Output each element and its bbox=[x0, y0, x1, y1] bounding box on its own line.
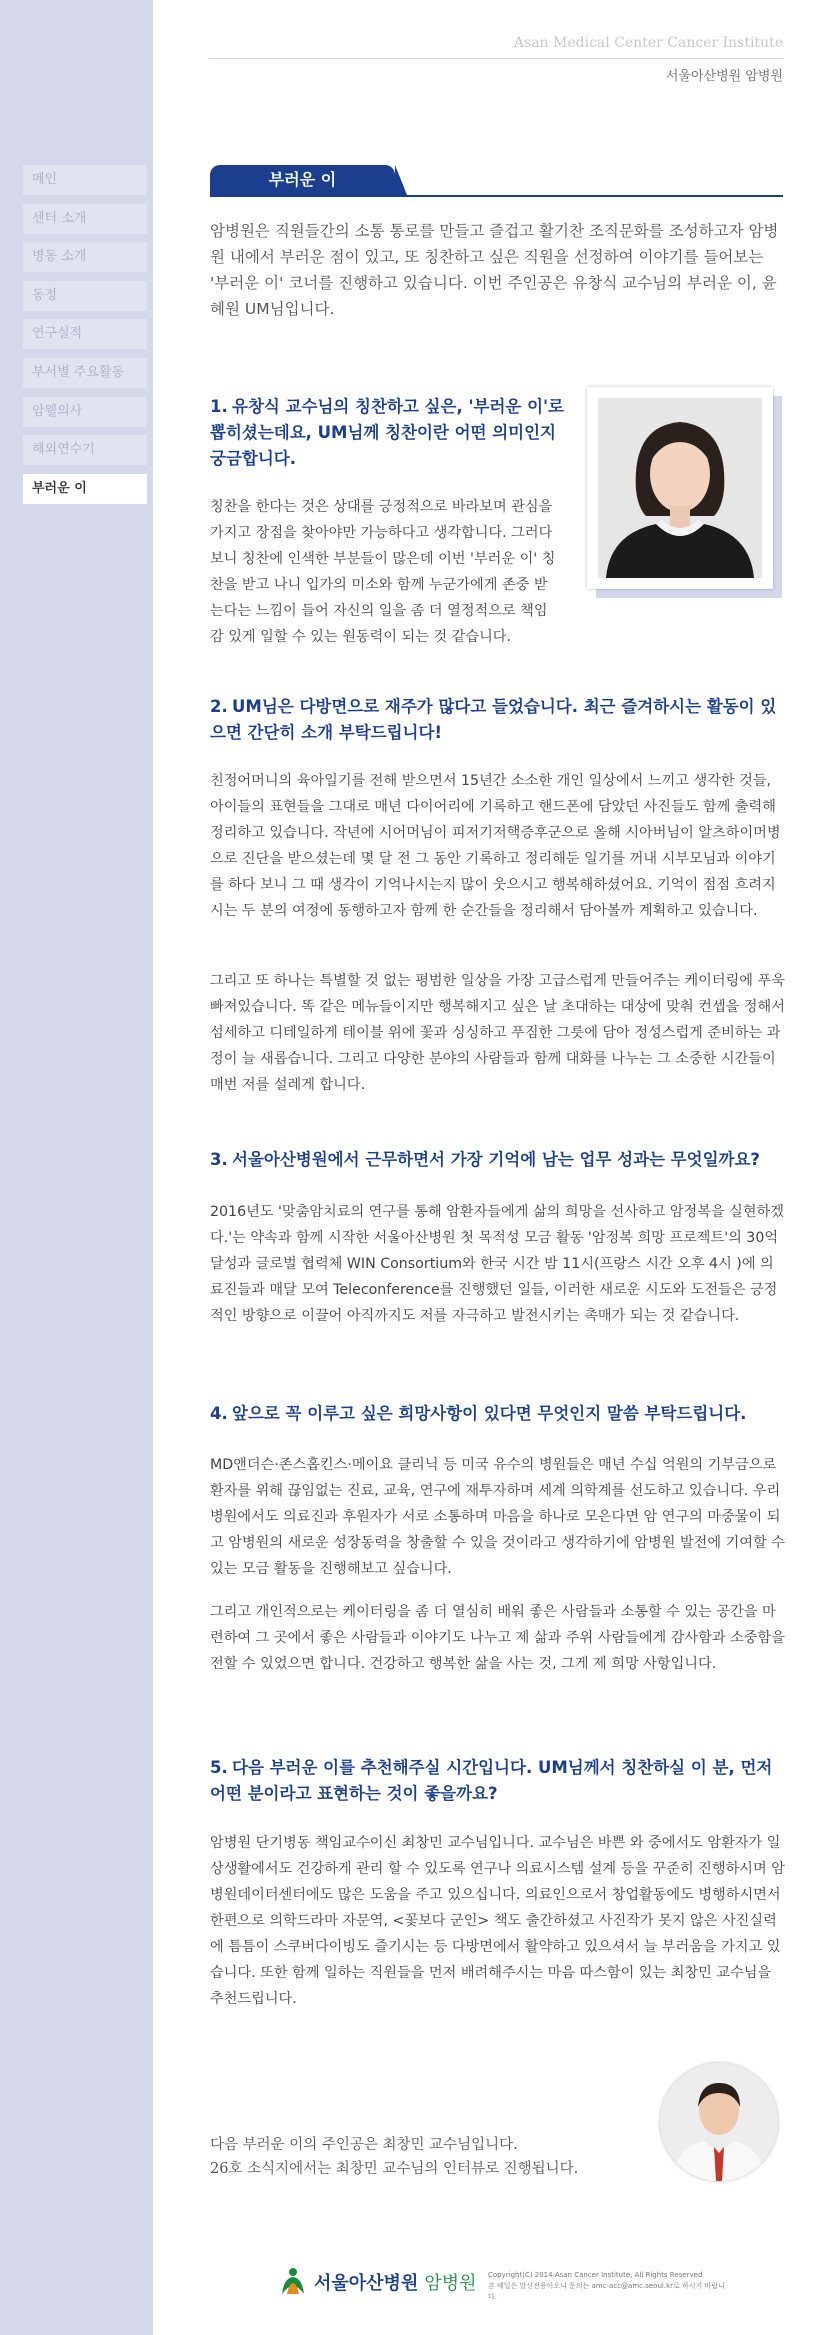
sidebar bbox=[0, 0, 153, 2335]
sidebar-item-center-intro[interactable]: 센터 소개 bbox=[23, 204, 147, 234]
header-english-title: Asan Medical Center Cancer Institute bbox=[513, 35, 783, 51]
footer-copyright-line: Copyright(C) 2014 Asan Cancer Institute, All Rights Reserved bbox=[488, 2271, 703, 2279]
question-3-text: 서울아산병원에서 근무하면서 가장 기억에 남는 업무 성과는 무엇일까요? bbox=[232, 1150, 760, 1169]
sidebar-item-ward-intro[interactable]: 병동 소개 bbox=[23, 242, 147, 272]
hospital-logo-icon bbox=[278, 2266, 308, 2296]
question-5-text: 다음 부러운 이를 추천해주실 시간입니다. UM님께서 칭찬하실 이 분, 먼저 어떤 분이라고 표현하는 것이 좋을까요? bbox=[210, 1758, 773, 1803]
next-line-1: 다음 부러운 이의 주인공은 최창민 교수님입니다. bbox=[210, 2137, 518, 2153]
section-tab: 부러운 이 bbox=[210, 165, 395, 195]
question-2-number: 2. bbox=[210, 697, 228, 716]
answer-2-paragraph-2: 그리고 또 하나는 특별할 것 없는 평범한 일상을 가장 고급스럽게 만들어주는 케이터링에 푸욱 빠져있습니다. 똑 같은 메뉴들이지만 행복해지고 싶은 날 초대하는 대상에 맞춰 컨셉을 정해서 섬세하고 디테일하게 테이블 위에 꽃과 싱싱하고 푸짐한 그릇에 담아 정성스럽게 준비하는 과정이 늘 새롭습니다. 그리고 다양한 분야의 사람들과 함께 대화를 나누는 그 소중한 시간들이 매번 저를 설레게 합니다. bbox=[210, 973, 785, 1093]
person-portrait-icon bbox=[598, 398, 762, 578]
section-tab-slant bbox=[395, 165, 407, 195]
question-3-number: 3. bbox=[210, 1150, 228, 1169]
answer-5-paragraph: 암병원 단기병동 책임교수이신 최창민 교수님입니다. 교수님은 바쁜 와 중에서도 암환자가 일상생활에서도 건강하게 관리 할 수 있도록 연구나 의료시스템 설계 등을 꾸준히 진행하시며 암병원데이터센터에도 많은 도움을 주고 있으십니다. 의료인으로서 창업활동에도 병행하시면서 한편으로 의학드라마 자문역, <꽃보다 군인> 책도 출간하셨고 사진작가 못지 않은 사진실력에 틈틈이 스쿠버다이빙도 즐기시는 등 다방면에서 활약하고 있으셔서 늘 부러움을 가지고 있습니다. 또한 함께 일하는 직원들을 먼저 배려해주시는 마음 따스함이 있는 최창민 교수님을 추천드립니다. bbox=[210, 1835, 785, 2007]
question-1-number: 1. bbox=[210, 397, 228, 416]
sidebar-item-news[interactable]: 동정 bbox=[23, 281, 147, 311]
header-korean-title: 서울아산병원 암병원 bbox=[665, 69, 783, 84]
answer-4-paragraph-1: MD앤더슨·존스홉킨스·메이요 클리닉 등 미국 유수의 병원들은 매년 수십 억원의 기부금으로 환자를 위해 끊임없는 진료, 교육, 연구에 재투자하며 세계 의학계를 선도하고 있습니다. 우리 병원에서도 의료진과 후원자가 서로 소통하며 마음을 하나로 모은다면 암 연구의 마중물이 되고 암병원의 새로운 성장동력을 창출할 수 있을 것이라고 생각하기에 암병원 발전에 기여할 수 있는 모금 활동을 진행해보고 싶습니다. bbox=[210, 1457, 785, 1577]
footer-name-main: 서울아산병원 bbox=[314, 2273, 419, 2294]
question-5 bbox=[210, 1755, 788, 1807]
sidebar-item-research[interactable]: 연구실적 bbox=[23, 319, 147, 349]
portrait-yoon-hyewon bbox=[598, 398, 762, 578]
answer-1-paragraph: 칭찬을 한다는 것은 상대를 긍정적으로 바라보며 관심을 가지고 장점을 찾아야만 가능하다고 생각합니다. 그러다 보니 칭찬에 인색한 부분들이 많은데 이번 '부러운 이' 칭찬을 받고 나니 입가의 미소와 함께 누군가에게 존중 받는다는 느낌이 들어 자신의 일을 좀 더 열정적으로 책임감 있게 일할 수 있는 원동력이 되는 것 같습니다. bbox=[210, 499, 556, 645]
person-portrait-icon bbox=[660, 2063, 778, 2181]
header-divider bbox=[209, 58, 783, 59]
sidebar-item-overseas-training[interactable]: 해외연수기 bbox=[23, 435, 147, 465]
answer-3-paragraph: 2016년도 '맞춤암치료의 연구를 통해 암환자들에게 삶의 희망을 선사하고 암정복을 실현하겠다.'는 약속과 함께 시작한 서울아산병원 첫 목적성 모금 활동 '암정복 희망 프로젝트'의 30억 달성과 글로벌 협력체 WIN Consortium와 한국 시간 밤 11시(프랑스 시간 오후 4시 )에 의료진들과 매달 모여 Teleconference를 진행했던 일들, 이러한 새로운 시도와 도전들은 긍정적인 방향으로 이끌어 아직까지도 저를 자극하고 발전시키는 촉매가 되는 것 같습니다. bbox=[210, 1204, 784, 1324]
question-5-number: 5. bbox=[210, 1758, 228, 1777]
sidebar-item-department-activities[interactable]: 부서별 주요활동 bbox=[23, 358, 147, 388]
answer-4-paragraph-2: 그리고 개인적으로는 케이터링을 좀 더 열심히 배워 좋은 사람들과 소통할 수 있는 공간을 마련하여 그 곳에서 좋은 사람들과 이야기도 나누고 제 삶과 주위 사람들에게 감사함과 소중함을 전할 수 있었으면 합니다. 건강하고 행복한 삶을 사는 것, 그게 제 희망 사항입니다. bbox=[210, 1604, 785, 1672]
section-tab-bar bbox=[210, 165, 783, 197]
question-1-text: 유창식 교수님의 칭찬하고 싶은, '부러운 이'로 뽑히셨는데요, UM님께 칭찬이란 어떤 의미인지 궁금합니다. bbox=[210, 397, 564, 468]
question-4-text: 앞으로 꼭 이루고 싶은 희망사항이 있다면 무엇인지 말씀 부탁드립니다. bbox=[232, 1404, 747, 1423]
footer-contact-line: 본 메일은 발신전용이오니 문의는 amc-acc@amc.seoul.kr로 하시기 바랍니다. bbox=[488, 2282, 725, 2301]
sidebar-item-envied-person[interactable]: 부러운 이 bbox=[23, 474, 147, 504]
question-4 bbox=[210, 1401, 788, 1427]
question-2-text: UM님은 다방면으로 재주가 많다고 들었습니다. 최근 즐겨하시는 활동이 있으면 간단히 소개 부탁드립니다! bbox=[210, 697, 777, 742]
question-2 bbox=[210, 694, 788, 746]
question-4-number: 4. bbox=[210, 1404, 228, 1423]
sidebar-item-main[interactable]: 메인 bbox=[23, 165, 147, 195]
portrait-choi-changmin bbox=[660, 2063, 778, 2181]
footer-name-sub: 암병원 bbox=[424, 2273, 477, 2294]
intro-paragraph: 암병원은 직원들간의 소통 통로를 만들고 즐겁고 활기찬 조직문화를 조성하고자 암병원 내에서 부러운 점이 있고, 또 칭찬하고 싶은 직원을 선정하여 이야기를 들어보는 '부러운 이' 코너를 진행하고 있습니다. 이번 주인공은 유창식 교수님의 부러운 이, 윤혜원 UM님입니다. bbox=[210, 222, 779, 318]
question-1 bbox=[210, 394, 565, 472]
question-3 bbox=[210, 1147, 788, 1173]
next-line-2: 26호 소식지에서는 최창민 교수님의 인터뷰로 진행됩니다. bbox=[210, 2161, 579, 2177]
sidebar-item-cancer-doctor[interactable]: 암웰의사 bbox=[23, 397, 147, 427]
sidebar-menu bbox=[23, 165, 147, 512]
answer-2-paragraph-1: 친정어머니의 육아일기를 전해 받으면서 15년간 소소한 개인 일상에서 느끼고 생각한 것들, 아이들의 표현들을 그대로 매년 다이어리에 기록하고 핸드폰에 담았던 사진들도 함께 출력해 정리하고 있습니다. 작년에 시어머님이 피저기저핵증후군으로 올해 시아버님이 알츠하이머병으로 진단을 받으셨는데 몇 달 전 그 동안 기록하고 정리해둔 일기를 꺼내 시부모님과 이야기를 하다 보니 그 때 생각이 기억나시는지 많이 웃으시고 행복해하셨어요. 기억이 점점 흐려지시는 두 분의 여정에 동행하고자 함께 한 순간들을 정리해서 담아볼까 계획하고 있습니다. bbox=[210, 773, 781, 919]
next-person-announcement bbox=[210, 2133, 578, 2181]
portrait-frame bbox=[587, 387, 773, 589]
footer-hospital-name bbox=[314, 2269, 477, 2295]
footer-copyright bbox=[488, 2270, 728, 2303]
